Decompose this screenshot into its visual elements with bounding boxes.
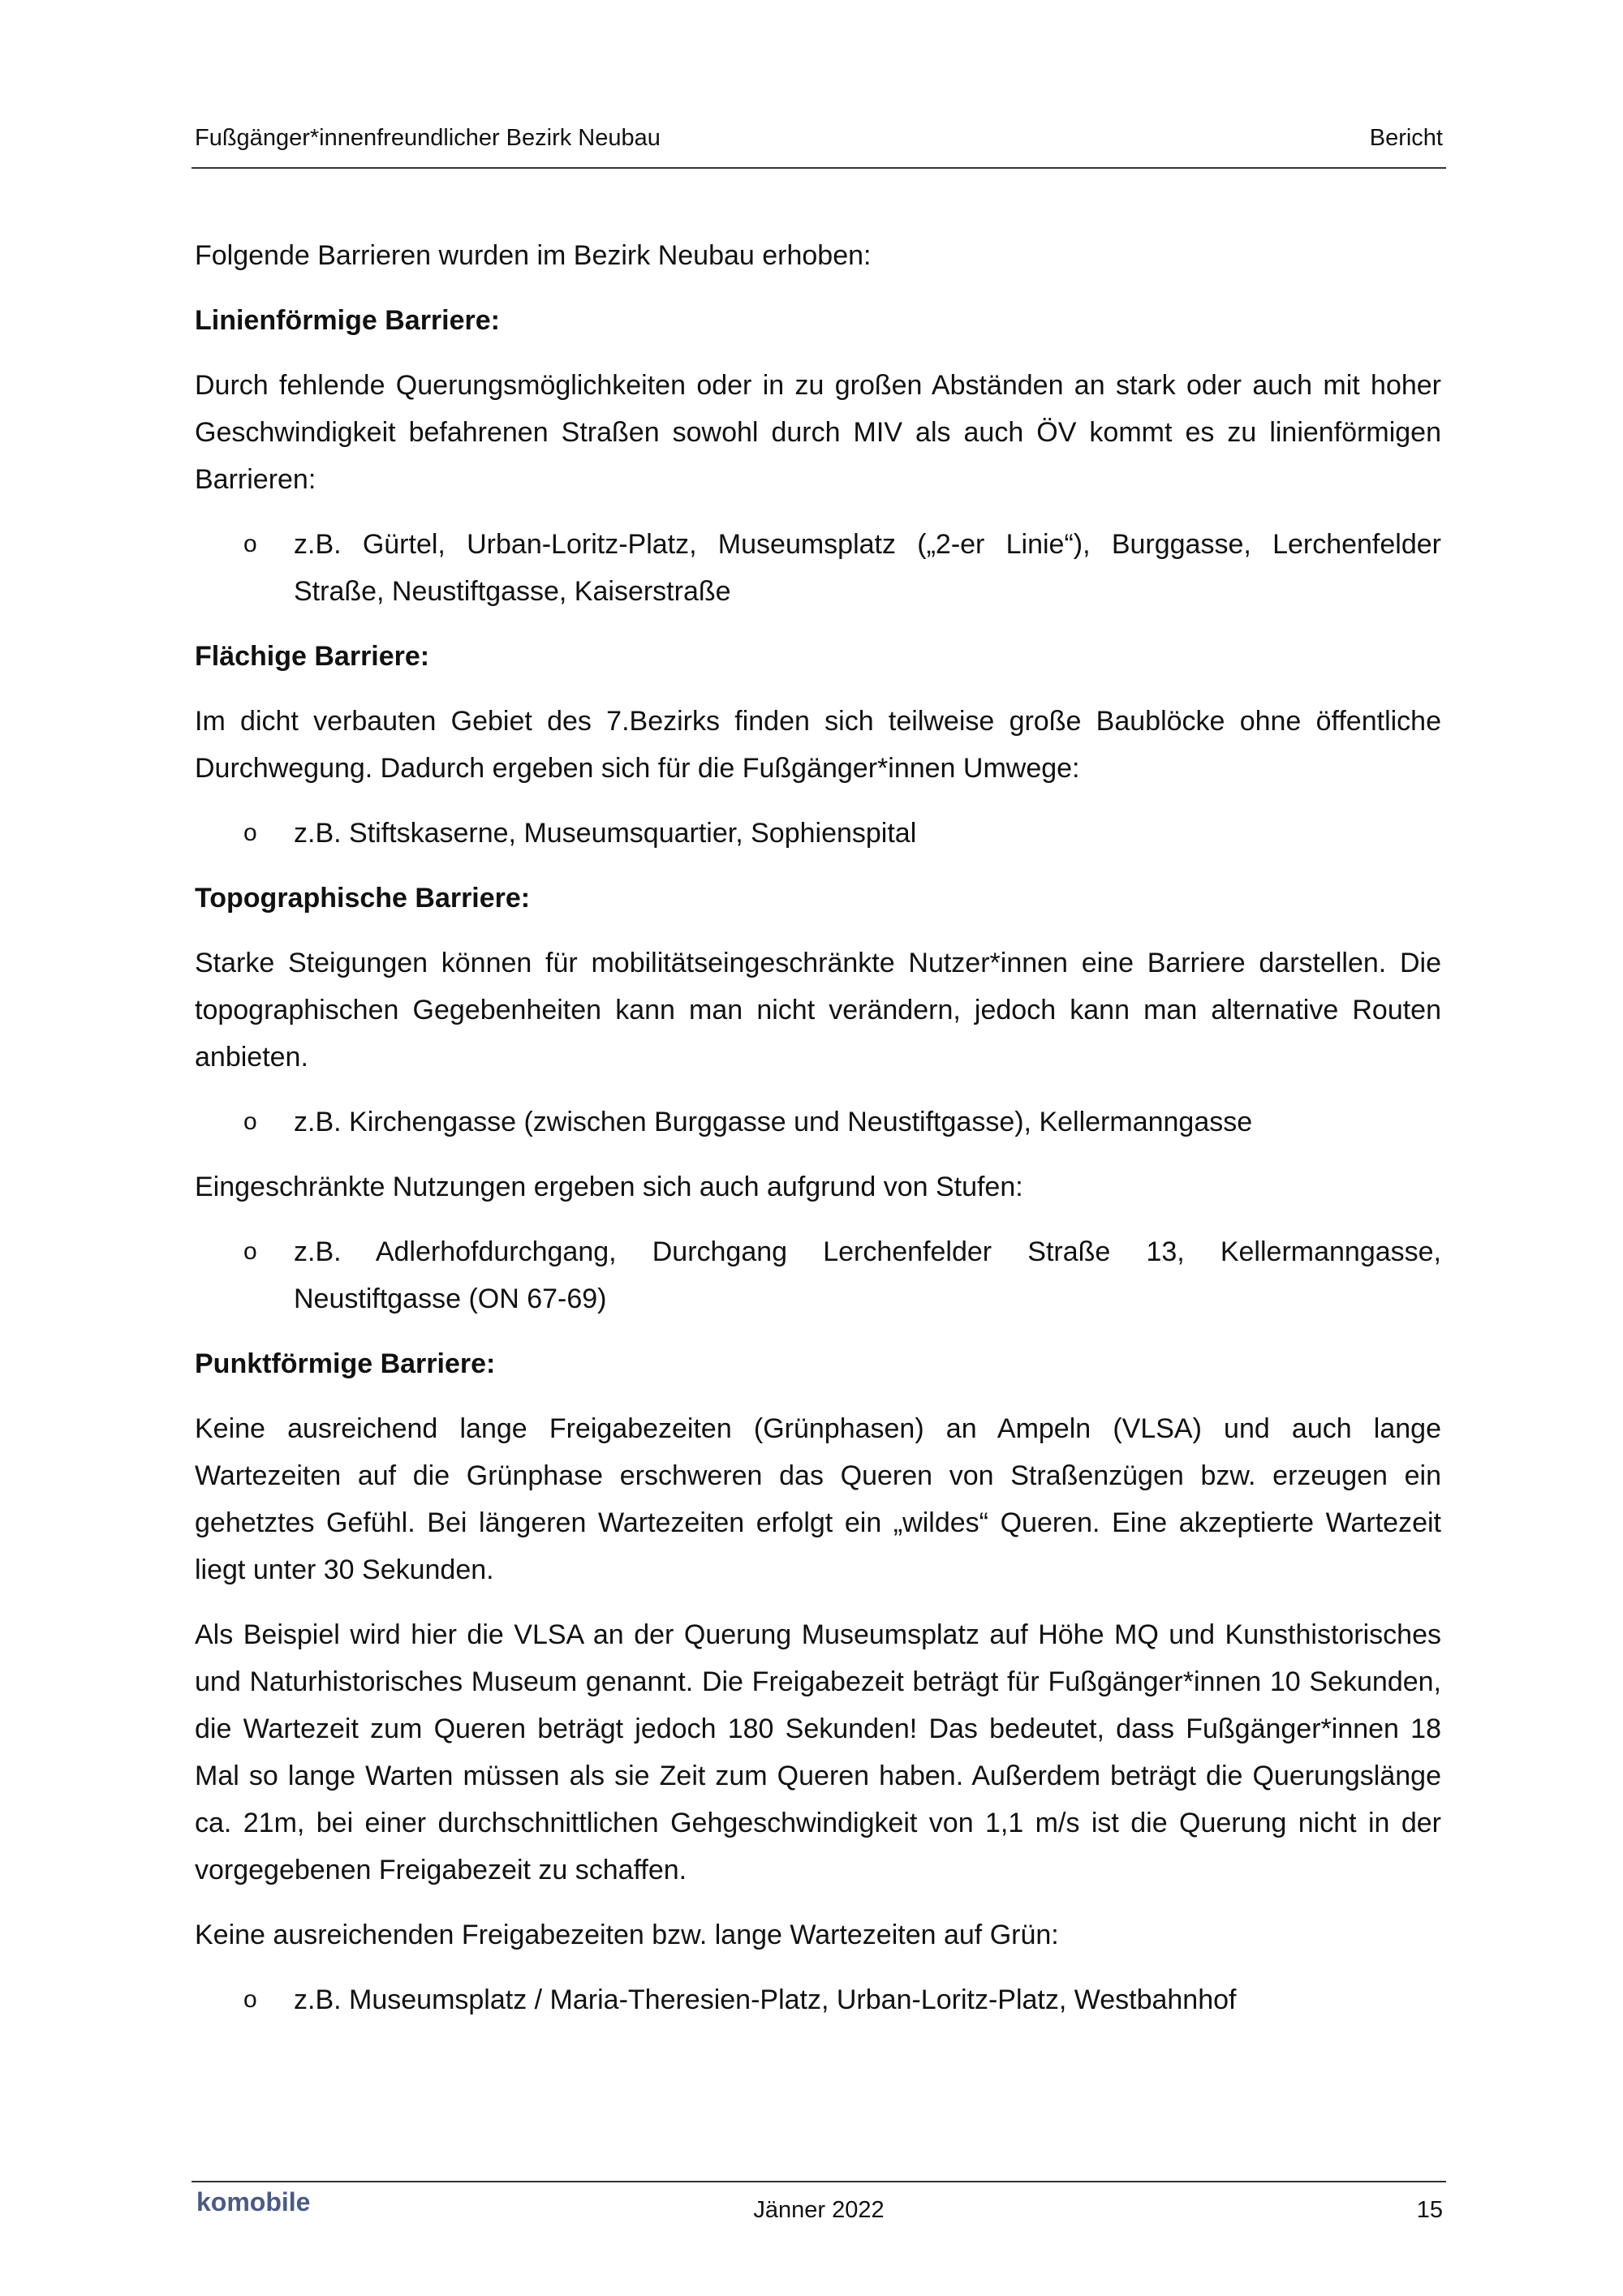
heading-area-barrier: Flächige Barriere: — [195, 641, 430, 672]
komobile-logo: komobile — [196, 2187, 311, 2216]
bullet-marker: o — [243, 1108, 257, 1135]
topographic-barrier-examples: z.B. Kirchengasse (zwischen Burggasse und Neustiftgasse), Kellermanngasse — [294, 1107, 1253, 1137]
heading-topographic-barrier: Topographische Barriere: — [195, 883, 531, 914]
heading-linear-barrier: Linienförmige Barriere: — [195, 305, 500, 336]
heading-point-barrier: Punktförmige Barriere: — [195, 1348, 496, 1379]
intro-paragraph: Folgende Barrieren wurden im Bezirk Neubau erhoben: — [195, 240, 872, 271]
page-content — [195, 232, 1441, 2041]
header-title: Fußgänger*innenfreundlicher Bezirk Neubau — [195, 125, 661, 151]
steps-barrier-examples: z.B. Adlerhofdurchgang, Durchgang Lerchenfelder Straße 13, Kellermanngasse, Neustiftgasse (ON 67-69) — [294, 1236, 1441, 1314]
point-barrier-text-green: Keine ausreichenden Freigabezeiten bzw. lange Wartezeiten auf Grün: — [195, 1920, 1059, 1950]
list-item — [195, 1976, 1441, 2023]
point-barrier-text: Keine ausreichend lange Freigabezeiten (Grünphasen) an Ampeln (VLSA) und auch lange Wartezeiten auf die Grünphase erschweren das Queren von Straßenzügen bzw. erzeugen ein gehetztes Gefühl. Bei längeren Wartezeiten erfolgt ein „wildes“ Queren. Eine akzeptierte Wartezeit liegt unter 30 Sekunden. — [195, 1413, 1441, 1585]
point-barrier-examples: z.B. Museumsplatz / Maria-Theresien-Platz, Urban-Loritz-Platz, Westbahnhof — [294, 1984, 1237, 2015]
linear-barrier-examples: z.B. Gürtel, Urban-Loritz-Platz, Museumsplatz („2-er Linie“), Burggasse, Lerchenfelder Straße, Neustiftgasse, Kaiserstraße — [294, 529, 1441, 607]
bullet-marker: o — [243, 1986, 257, 2013]
point-barrier-example-text: Als Beispiel wird hier die VLSA an der Querung Museumsplatz auf Höhe MQ und Kunsthistorisches und Naturhistorisches Museum genannt. Die Freigabezeit beträgt für Fußgänger*innen 10 Sekunden, die Wartezeit zum Queren beträgt jedoch 180 Sekunden! Das bedeutet, dass Fußgänger*innen 18 Mal so lange Warten müssen als sie Zeit zum Queren haben. Außerdem beträgt die Querungslänge ca. 21m, bei einer durchschnittlichen Gehgeschwindigkeit von 1,1 m/s ist die Querung nicht in der vorgegebenen Freigabezeit zu schaffen. — [195, 1619, 1441, 1885]
area-barrier-examples: z.B. Stiftskaserne, Museumsquartier, Sophienspital — [294, 818, 917, 849]
bullet-marker: o — [243, 531, 257, 557]
list-item — [195, 521, 1441, 615]
list-item — [195, 1228, 1441, 1322]
linear-barrier-text: Durch fehlende Querungsmöglichkeiten oder in zu großen Abständen an stark oder auch mit hoher Geschwindigkeit befahrenen Straßen sowohl durch MIV als auch ÖV kommt es zu linienförmigen Barrieren: — [195, 370, 1441, 495]
bullet-marker: o — [243, 819, 257, 846]
topographic-barrier-text: Starke Steigungen können für mobilitätseingeschränkte Nutzer*innen eine Barriere darstellen. Die topographischen Gegebenheiten kann man nicht verändern, jedoch kann man alternative Routen anbieten. — [195, 948, 1441, 1073]
list-item — [195, 810, 1441, 857]
footer-date: Jänner 2022 — [753, 2197, 885, 2223]
header-doc-type: Bericht — [1369, 125, 1443, 151]
page-footer — [192, 2181, 1446, 2231]
steps-barrier-text: Eingeschränkte Nutzungen ergeben sich auch aufgrund von Stufen: — [195, 1172, 1023, 1202]
area-barrier-text: Im dicht verbauten Gebiet des 7.Bezirks finden sich teilweise große Baublöcke ohne öffentliche Durchwegung. Dadurch ergeben sich für die Fußgänger*innen Umwege: — [195, 706, 1441, 784]
list-item — [195, 1099, 1441, 1146]
bullet-marker: o — [243, 1238, 257, 1265]
page-header — [192, 120, 1446, 169]
page-number: 15 — [1416, 2197, 1443, 2223]
